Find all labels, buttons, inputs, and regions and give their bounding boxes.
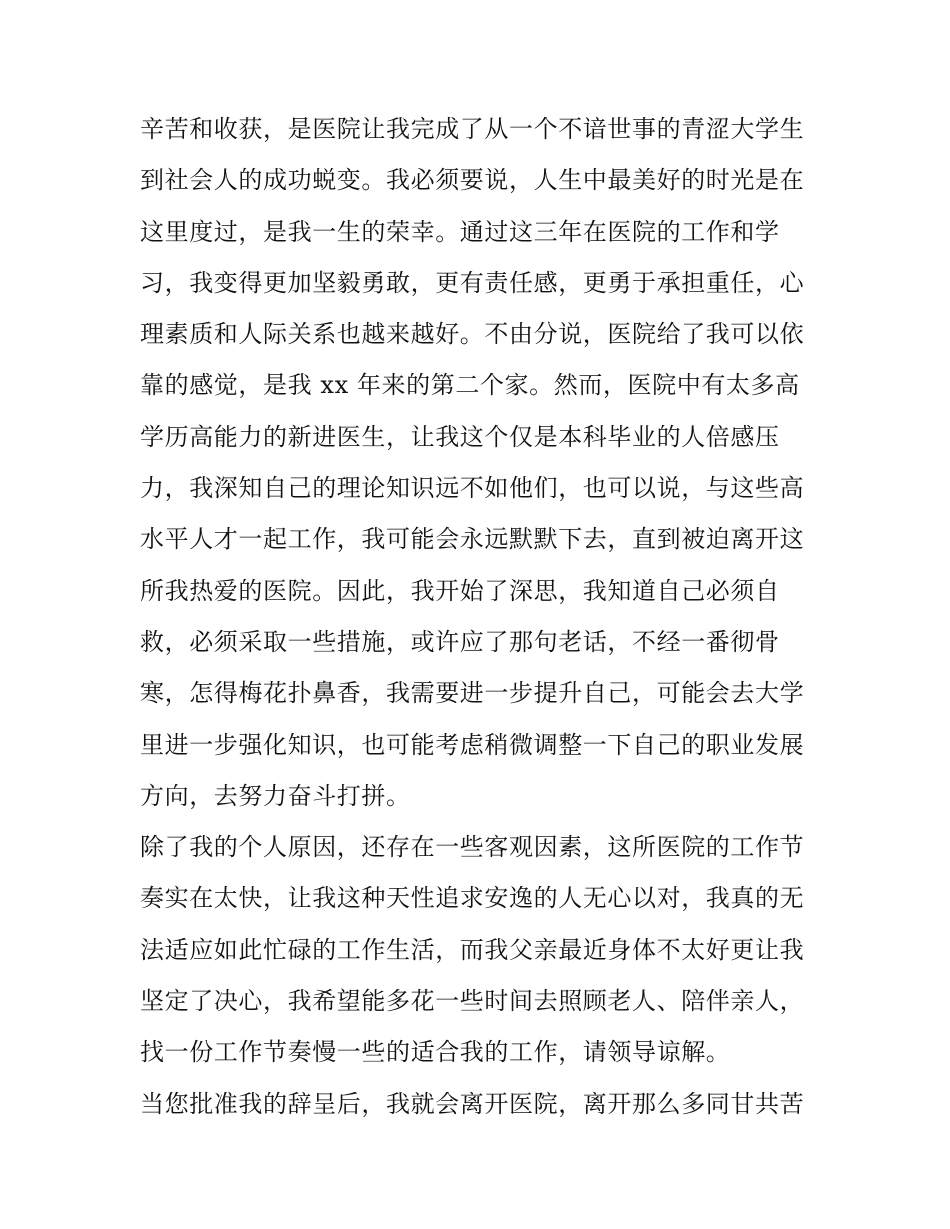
text-line: 靠的感觉，是我 xx 年来的第二个家。然而，医院中有太多高 [140,371,800,400]
paragraph-2 [140,822,830,1078]
text-line: 这里度过，是我一生的荣幸。通过这三年在医院的工作和学 [140,217,780,246]
text-line: 找一份工作节奏慢一些的适合我的工作，请领导谅解。 [140,1038,731,1067]
text-line: 到社会人的成功蜕变。我必须要说，人生中最美好的时光是在 [140,166,805,195]
text-line: 学历高能力的新进医生，让我这个仅是本科毕业的人倍感压 [140,422,780,451]
text-line: 寒，怎得梅花扑鼻香，我需要进一步提升自己，可能会去大学 [140,679,805,708]
text-line: 里进一步强化知识，也可能考虑稍微调整一下自己的职业发展 [140,730,805,759]
text-line: 力，我深知自己的理论知识远不如他们，也可以说，与这些高 [140,474,805,503]
text-line: 理素质和人际关系也越来越好。不由分说，医院给了我可以依 [140,320,805,349]
text-line: 除了我的个人原因，还存在一些客观因素，这所医院的工作节 [140,833,805,862]
paragraph-3 [140,1079,830,1130]
text-line: 当您批准我的辞呈后，我就会离开医院，离开那么多同甘共苦 [140,1089,805,1118]
text-line: 习，我变得更加坚毅勇敢，更有责任感，更勇于承担重任，心 [140,268,805,297]
text-line: 所我热爱的医院。因此，我开始了深思，我知道自己必须自 [140,576,780,605]
text-line: 救，必须采取一些措施，或许应了那句老话，不经一番彻骨 [140,627,780,656]
text-line: 法适应如此忙碌的工作生活，而我父亲最近身体不太好更让我 [140,935,805,964]
text-line: 奏实在太快，让我这种天性追求安逸的人无心以对，我真的无 [140,884,805,913]
paragraph-1 [140,104,830,822]
text-line: 辛苦和收获，是医院让我完成了从一个不谙世事的青涩大学生 [140,115,805,143]
text-line: 方向，去努力奋斗打拼。 [140,781,411,810]
body-text [140,104,830,1130]
text-line: 水平人才一起工作，我可能会永远默默下去，直到被迫离开这 [140,525,805,554]
text-line: 坚定了决心，我希望能多花一些时间去照顾老人、陪伴亲人， [140,987,805,1016]
